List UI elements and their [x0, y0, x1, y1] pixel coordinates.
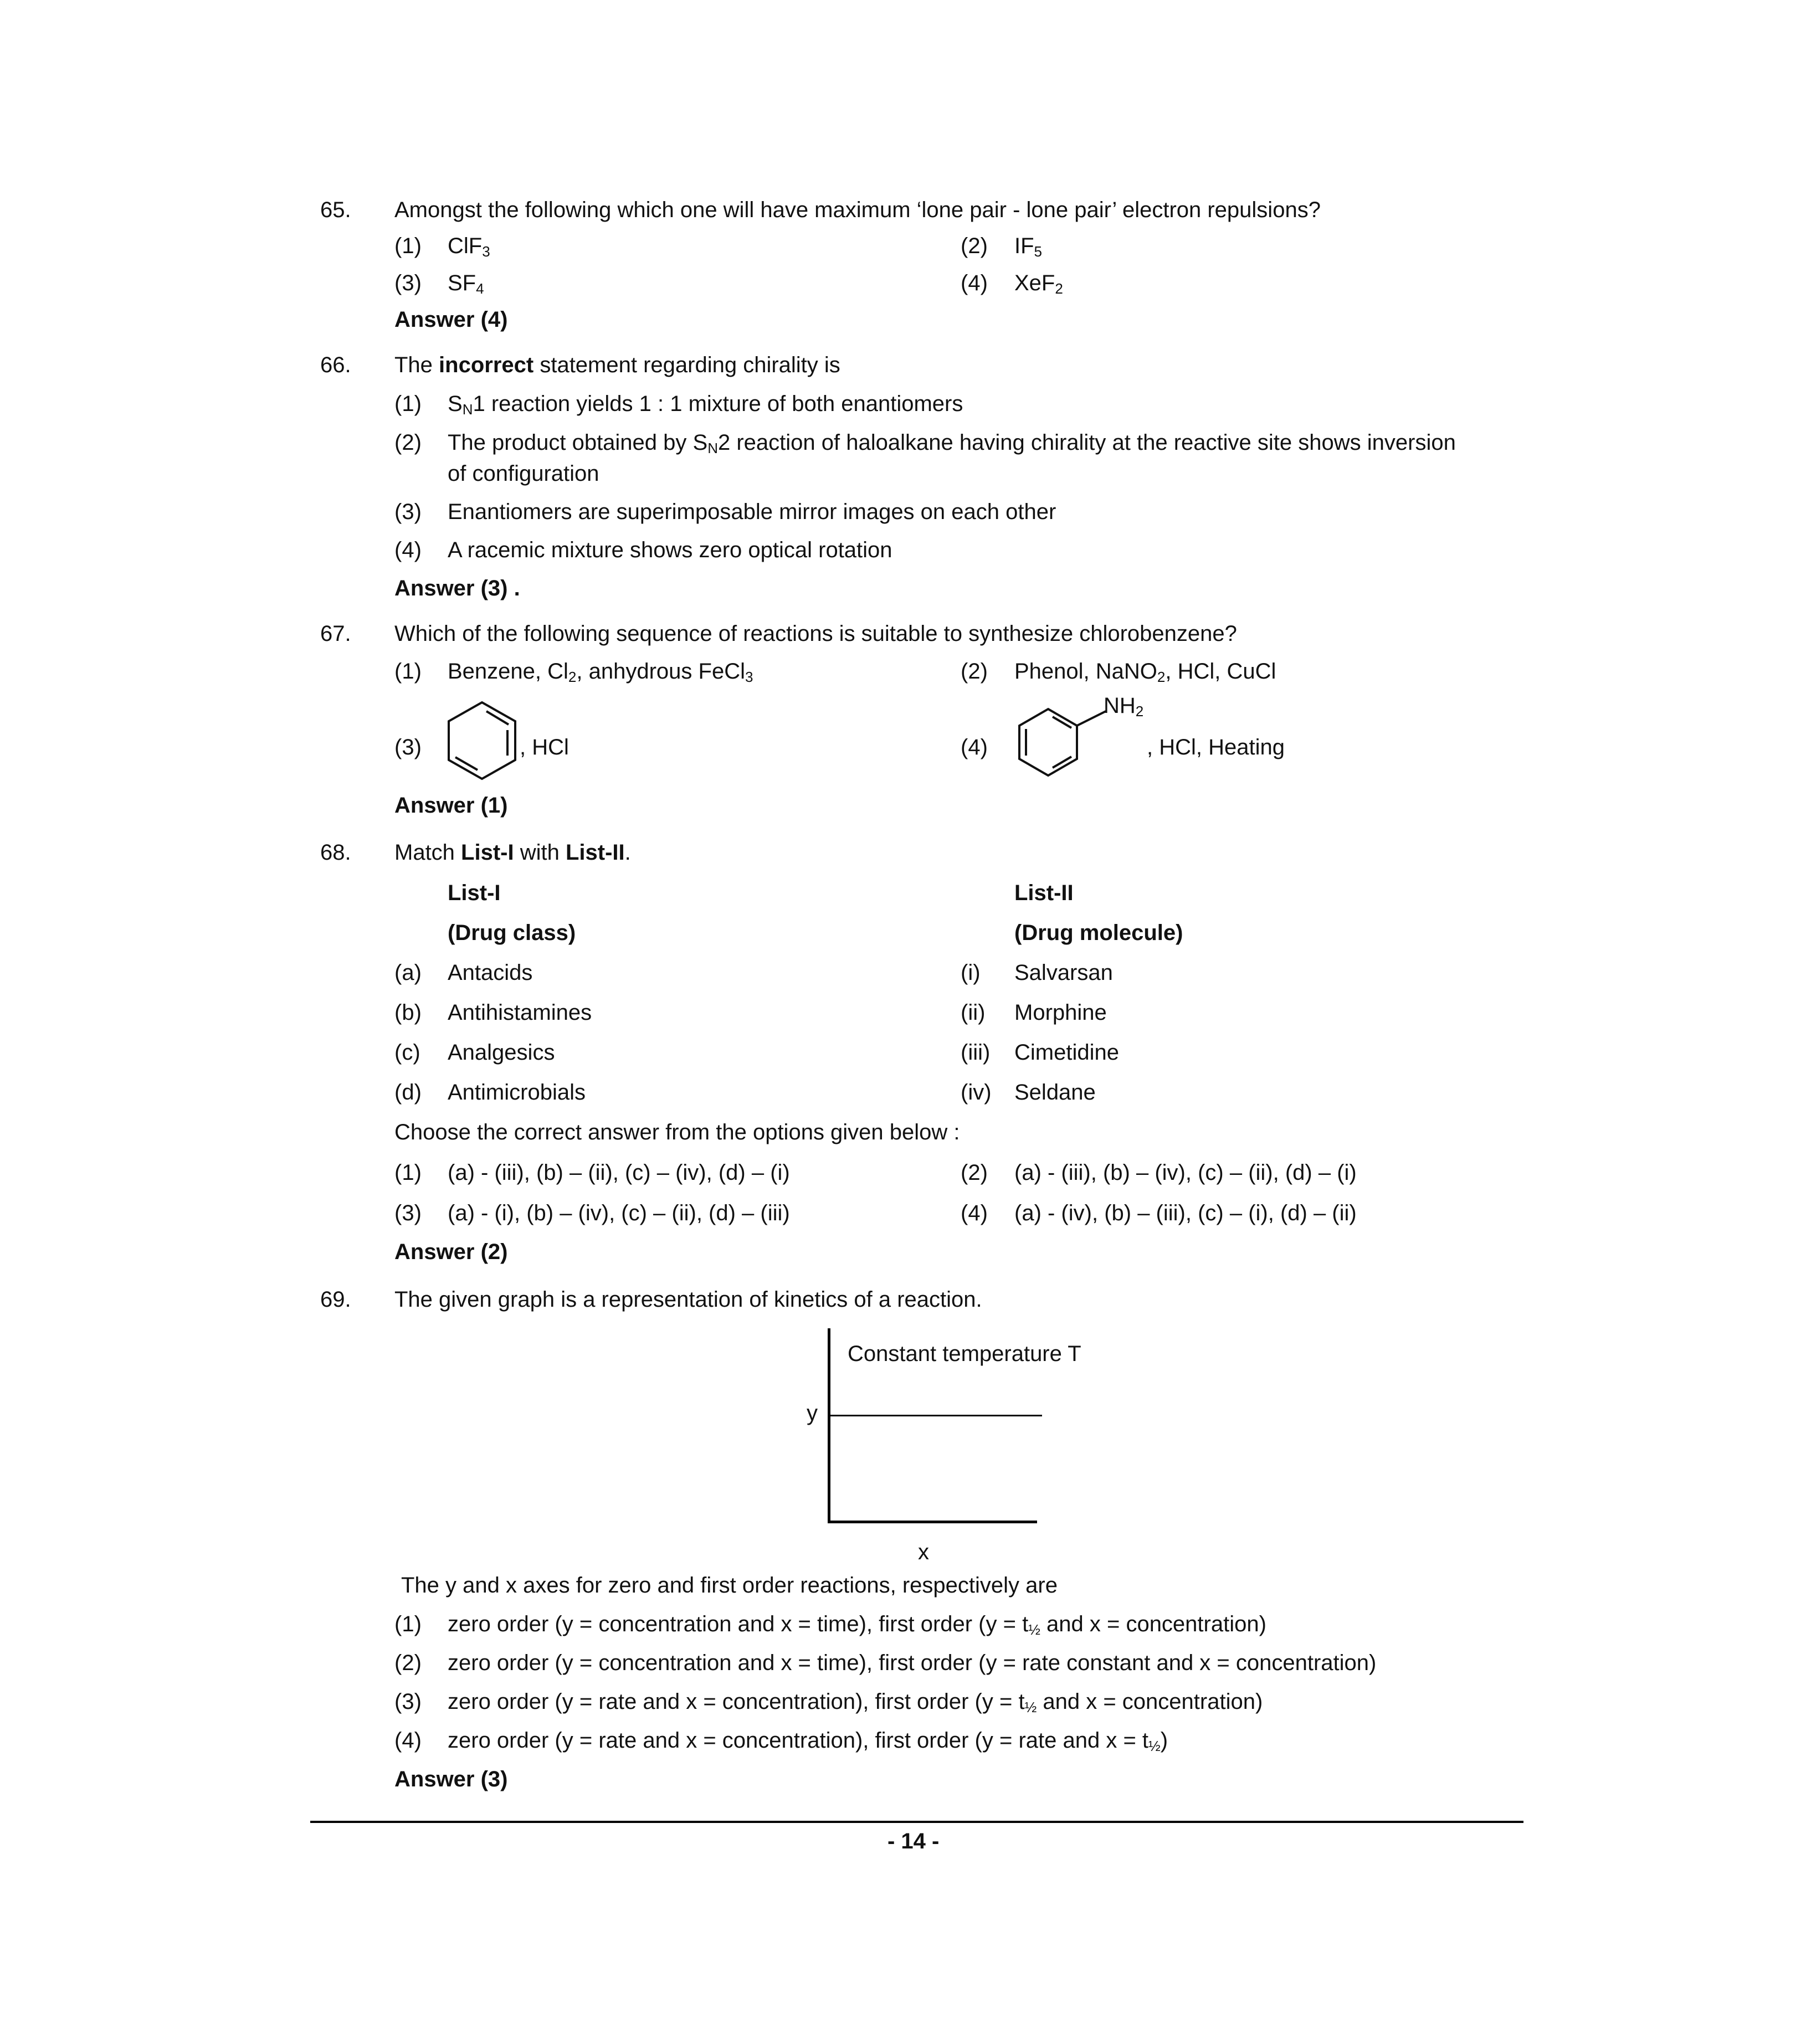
list1-label: (c) — [394, 1040, 420, 1065]
option-text: Phenol, NaNO$_2$, HCl, CuCl — [1014, 659, 1276, 685]
list2-item: Morphine — [1014, 1000, 1107, 1025]
option-label: (4) — [394, 1728, 422, 1753]
option-label: (2) — [961, 1160, 988, 1185]
option-label: (4) — [961, 735, 988, 759]
list1-item: Antihistamines — [448, 1000, 592, 1025]
option-label: (2) — [961, 659, 988, 684]
list1-item: Analgesics — [448, 1040, 555, 1065]
question-text: Which of the following sequence of reactions is suitable to synthesize chlorobenzene? — [394, 622, 1237, 646]
option-label: (3) — [394, 1201, 422, 1225]
list2-item: Seldane — [1014, 1080, 1096, 1105]
option-text: , HCl, Heating — [1147, 735, 1285, 759]
option-label: (2) — [394, 430, 422, 455]
page-number: - 14 - — [887, 1829, 940, 1853]
graph-horizontal-line — [830, 1415, 1042, 1416]
list2-item: Salvarsan — [1014, 961, 1113, 985]
option-text: zero order (y = rate and x = concentration), first order (y = rate and $x = t_{\frac{1}{2}}$) — [448, 1728, 1168, 1754]
question-prompt: The y and x axes for zero and first order reactions, respectively are — [401, 1573, 1058, 1598]
answer: Answer (1) — [394, 793, 508, 818]
option-label: (4) — [394, 538, 422, 562]
option-label: (1) — [394, 1612, 422, 1636]
option-label: (1) — [394, 1160, 422, 1185]
graph-y-label: y — [807, 1401, 818, 1425]
question-text: The incorrect statement regarding chirality is — [394, 353, 840, 377]
question-number: 69. — [320, 1287, 351, 1312]
list1-label: (a) — [394, 961, 422, 985]
answer: Answer (2) — [394, 1240, 508, 1264]
option-label: (3) — [394, 735, 422, 759]
list1-item: Antacids — [448, 961, 533, 985]
list1-item: Antimicrobials — [448, 1080, 586, 1105]
option-text: (a) - (iii), (b) – (iv), (c) – (ii), (d) – (i) — [1014, 1160, 1357, 1185]
option-text: , HCl — [520, 735, 569, 759]
option-text: zero order (y = concentration and x = time), first order ($y = t_{\frac{1}{2}}$ and x = concentration) — [448, 1612, 1266, 1638]
option-label: (3) — [394, 500, 422, 524]
option-text: zero order (y = rate and x = concentration), first order ($y = t_{\frac{1}{2}}$ and x = concentration) — [448, 1689, 1263, 1716]
graph-y-axis — [828, 1328, 830, 1523]
option-text: A racemic mixture shows zero optical rotation — [448, 538, 892, 562]
answer: Answer (4) — [394, 307, 508, 332]
list1-label: (b) — [394, 1000, 422, 1025]
option-text: (a) - (iii), (b) – (ii), (c) – (iv), (d) – (i) — [448, 1160, 790, 1185]
option-text: $SF_4$ — [448, 271, 484, 297]
list2-title: List-II — [1014, 881, 1074, 905]
question-number: 67. — [320, 622, 351, 646]
option-label: (2) — [394, 1651, 422, 1675]
graph-x-axis — [828, 1521, 1037, 1523]
option-text: The product obtained by $S_N2$ reaction of haloalkane having chirality at the reactive site shows inversion — [448, 430, 1456, 456]
option-text: (a) - (iv), (b) – (iii), (c) – (i), (d) – (ii) — [1014, 1201, 1357, 1225]
option-text: Benzene, $Cl_2$, anhydrous FeCl$_3$ — [448, 659, 753, 685]
graph-x-label: x — [918, 1540, 929, 1564]
option-label: (1) — [394, 659, 422, 684]
option-text: XeF$_2$ — [1014, 271, 1063, 297]
question-text: Match List-I with List-II. — [394, 840, 631, 865]
option-text: $S_N1$ reaction yields 1 : 1 mixture of both enantiomers — [448, 392, 963, 418]
option-label: (2) — [961, 234, 988, 258]
footer-rule — [310, 1821, 1523, 1823]
option-text: Enantiomers are superimposable mirror images on each other — [448, 500, 1056, 524]
option-text: $IF_5$ — [1014, 234, 1043, 260]
list1-label: (d) — [394, 1080, 422, 1105]
instruction-text: Choose the correct answer from the options given below : — [394, 1120, 960, 1144]
list2-label: (iv) — [961, 1080, 992, 1105]
option-label: (1) — [394, 234, 422, 258]
option-text: ClF$_3$ — [448, 234, 490, 260]
option-text-continuation: of configuration — [448, 461, 599, 486]
list2-label: (iii) — [961, 1040, 991, 1065]
graph-annotation: Constant temperature T — [848, 1342, 1081, 1366]
substituent-label: $NH_2$ — [1104, 694, 1144, 720]
benzene-structure — [443, 698, 521, 787]
list1-subtitle: (Drug class) — [448, 921, 576, 945]
list2-label: (i) — [961, 961, 981, 985]
option-label: (3) — [394, 1689, 422, 1714]
question-number: 66. — [320, 353, 351, 377]
option-label: (3) — [394, 271, 422, 295]
question-number: 68. — [320, 840, 351, 865]
list2-subtitle: (Drug molecule) — [1014, 921, 1183, 945]
option-label: (4) — [961, 1201, 988, 1225]
aniline-structure — [1014, 699, 1114, 782]
list2-item: Cimetidine — [1014, 1040, 1119, 1065]
option-label: (1) — [394, 392, 422, 416]
option-text: zero order (y = concentration and x = time), first order (y = rate constant and x = concentration) — [448, 1651, 1377, 1675]
answer: Answer (3) . — [394, 576, 520, 600]
list1-title: List-I — [448, 881, 501, 905]
answer: Answer (3) — [394, 1767, 508, 1791]
question-text: Amongst the following which one will have maximum ‘lone pair - lone pair’ electron repulsions? — [394, 198, 1321, 222]
option-label: (4) — [961, 271, 988, 295]
question-number: 65. — [320, 198, 351, 222]
question-text: The given graph is a representation of kinetics of a reaction. — [394, 1287, 982, 1312]
option-text: (a) - (i), (b) – (iv), (c) – (ii), (d) – (iii) — [448, 1201, 790, 1225]
list2-label: (ii) — [961, 1000, 986, 1025]
